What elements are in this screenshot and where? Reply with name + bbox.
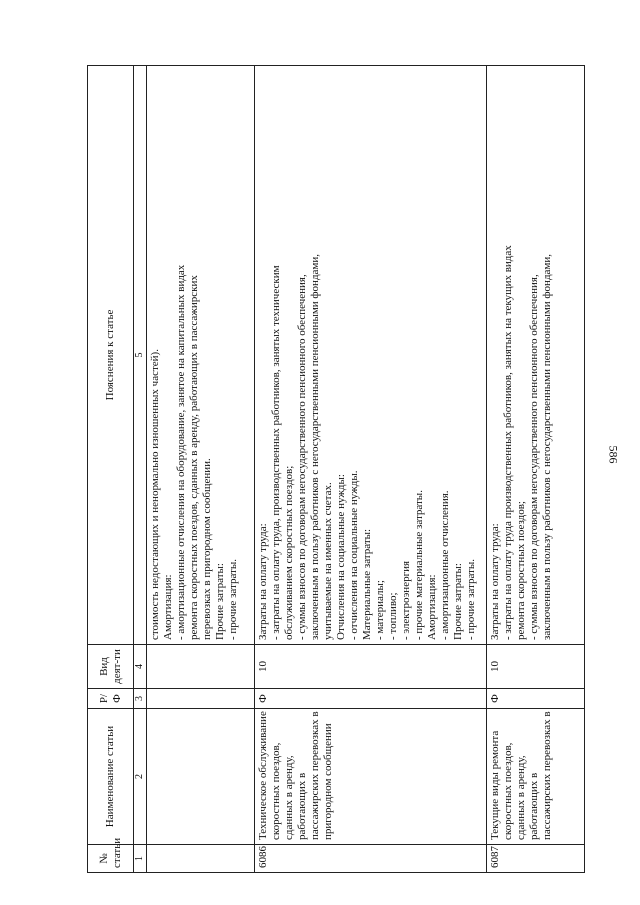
header-item-name: Наименование статьи [88,709,134,845]
table-row [147,66,255,873]
column-number-row [134,66,147,873]
col-number: 1 [134,845,147,873]
explanation-line: - амортизационные отчисления. [438,490,451,640]
explanation-line: Амортизация: [425,574,438,640]
item-name-line: Текущие виды ремонта [489,730,501,840]
item-name-line: сданных в аренду, [514,755,527,840]
explanation-line: - затраты на оплату труда производственных работников, занятых на текущих видах [501,245,514,640]
explanation-line: заключенным в пользу работников с негосударственными пенсионными фондами, [308,253,321,640]
item-name [147,709,255,845]
header-row [88,66,134,873]
rotated-table-wrapper [87,65,584,873]
explanation-line: - прочие материальные затраты. [412,490,425,640]
explanation-line: - прочие затраты. [226,559,239,640]
explanation [255,66,487,645]
explanation [147,66,255,645]
col-number: 2 [134,709,147,845]
activity-type: 10 [255,645,487,689]
explanation-line: - электроэнергия [399,560,412,640]
explanation-line: заключенным в пользу работников с негосударственными пенсионными фондами, [540,253,553,640]
rf-mark: Ф [255,689,487,709]
table-row [487,66,585,873]
item-number: 6086 [255,845,487,873]
explanation-line: Прочие затраты: [451,563,464,640]
cost-items-table [87,65,585,873]
item-name-line: работающих в [295,772,308,840]
item-number [147,845,255,873]
item-name-line: пассажирских перевозках в [308,711,321,840]
explanation-line: - суммы взносов по договорам негосударственного пенсионного обеспечения, [527,274,540,640]
explanation-line: Затраты на оплату труда: [489,523,501,640]
explanation-line: - прочие затраты. [464,559,477,640]
col-number: 5 [134,66,147,645]
explanation-line: перевозках в пригородном сообщении. [200,458,213,640]
explanation [487,66,585,645]
explanation-line: - отчисления на социальные нужды. [347,470,360,640]
activity-type: 10 [487,645,585,689]
item-name-line: Техническое обслуживание [257,711,269,840]
item-name [255,709,487,845]
explanation-line: Материальные затраты: [360,528,373,640]
header-rf: Р/ Ф [88,689,134,709]
explanation-line: Отчисления на социальные нужды: [334,474,347,640]
explanation-line: ремонта скоростных поездов, сданных в аренду, работающих в пассажирских [187,275,200,640]
item-name-line: работающих в [527,772,540,840]
header-item-number: № статьи [88,845,134,873]
rf-mark [147,689,255,709]
explanation-line: обслуживанием скоростных поездов; [282,465,295,640]
item-name [487,709,585,845]
explanation-line: ремонта скоростных поездов; [514,501,527,640]
col-number: 4 [134,645,147,689]
rf-mark: Ф [487,689,585,709]
explanation-line: - амортизационные отчисления на оборудование, занятое на капитальных видах [174,264,187,640]
item-name-line: скоростных поездов, [501,742,514,840]
explanation-line: стоимость недостающих и ненормально изношенных частей). [149,349,161,640]
page-number: 586 [606,445,621,464]
explanation-line: - материалы; [373,580,386,640]
explanation-line: Амортизация: [161,574,174,640]
activity-type [147,645,255,689]
table-row [255,66,487,873]
explanation-line: Затраты на оплату труда: [257,523,269,640]
explanation-line: - топливо; [386,592,399,640]
explanation-line: Прочие затраты: [213,563,226,640]
explanation-line: - суммы взносов по договорам негосударственного пенсионного обеспечения, [295,274,308,640]
item-number: 6087 [487,845,585,873]
item-name-line: пригородном сообщении [321,723,334,840]
explanation-line: учитываемые на именных счетах. [321,482,334,640]
item-name-line: скоростных поездов, [269,742,282,840]
col-number: 3 [134,689,147,709]
explanation-line: - затраты на оплату труда, производственных работников, занятых техническим [269,265,282,640]
header-activity-type: Вид деят-ти [88,645,134,689]
item-name-line: пассажирских перевозках в [540,711,553,840]
item-name-line: сданных в аренду, [282,755,295,840]
header-explanation: Пояснения к статье [88,66,134,645]
